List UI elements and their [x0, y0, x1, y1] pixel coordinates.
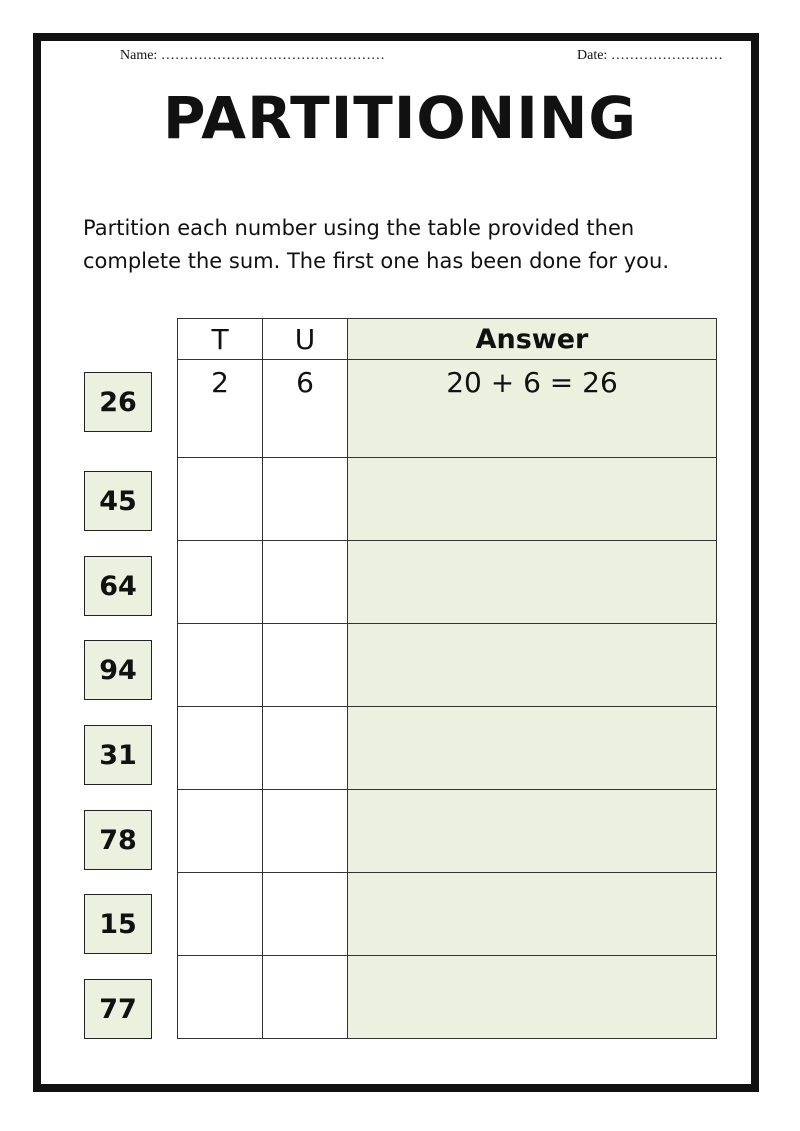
table-row — [178, 707, 717, 790]
number-box: 31 — [84, 725, 152, 785]
units-cell[interactable] — [263, 624, 348, 707]
answer-cell[interactable]: 20 + 6 = 26 — [348, 360, 717, 458]
place-value-table — [177, 318, 717, 1039]
answer-cell[interactable] — [348, 873, 717, 956]
name-field[interactable]: Name: ………………………………………… — [120, 48, 385, 63]
answer-cell[interactable] — [348, 956, 717, 1039]
date-field[interactable]: Date: …………………… — [577, 48, 723, 63]
units-cell[interactable] — [263, 873, 348, 956]
table-header-row — [178, 319, 717, 360]
units-cell[interactable] — [263, 541, 348, 624]
instructions-line: complete the sum. The first one has been done for you. — [83, 249, 670, 273]
table-row — [178, 541, 717, 624]
table-row — [178, 790, 717, 873]
units-cell[interactable] — [263, 707, 348, 790]
units-header: U — [263, 319, 348, 360]
units-cell[interactable] — [263, 458, 348, 541]
tens-cell[interactable]: 2 — [178, 360, 263, 458]
table-row — [178, 873, 717, 956]
tens-cell[interactable] — [178, 707, 263, 790]
number-box: 78 — [84, 810, 152, 870]
tens-cell[interactable] — [178, 956, 263, 1039]
instructions — [83, 212, 743, 278]
instructions-line: Partition each number using the table provided then — [83, 216, 635, 240]
answer-header: Answer — [348, 319, 717, 360]
table-row — [178, 624, 717, 707]
page-title: PARTITIONING — [163, 84, 637, 152]
number-box: 15 — [84, 894, 152, 954]
answer-cell[interactable] — [348, 458, 717, 541]
answer-cell[interactable] — [348, 541, 717, 624]
number-box: 94 — [84, 640, 152, 700]
number-box: 64 — [84, 556, 152, 616]
tens-cell[interactable] — [178, 541, 263, 624]
units-cell[interactable]: 6 — [263, 360, 348, 458]
tens-header: T — [178, 319, 263, 360]
tens-cell[interactable] — [178, 624, 263, 707]
tens-cell[interactable] — [178, 458, 263, 541]
answer-cell[interactable] — [348, 790, 717, 873]
answer-cell[interactable] — [348, 707, 717, 790]
number-box: 77 — [84, 979, 152, 1039]
number-box: 45 — [84, 471, 152, 531]
tens-cell[interactable] — [178, 790, 263, 873]
number-box: 26 — [84, 372, 152, 432]
answer-cell[interactable] — [348, 624, 717, 707]
units-cell[interactable] — [263, 790, 348, 873]
table-row — [178, 458, 717, 541]
table-row — [178, 360, 717, 458]
table-row — [178, 956, 717, 1039]
units-cell[interactable] — [263, 956, 348, 1039]
tens-cell[interactable] — [178, 873, 263, 956]
